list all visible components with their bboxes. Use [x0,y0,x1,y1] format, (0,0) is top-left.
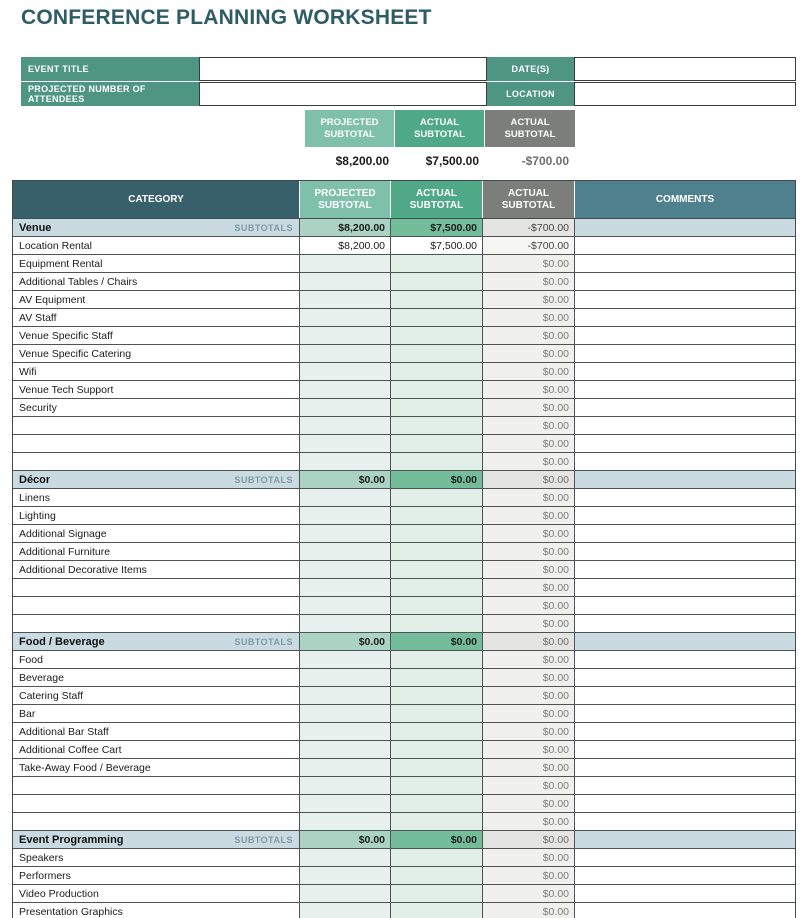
category-cell[interactable] [13,417,300,434]
item-label: AV Staff [19,311,57,324]
table-row [13,687,795,705]
comments-cell[interactable] [575,219,795,236]
category-cell[interactable] [13,669,300,686]
table-row [13,579,795,597]
difference-cell[interactable]: $0.00 [483,597,575,614]
item-label: Take-Away Food / Beverage [19,761,151,774]
summary-projected-value[interactable]: $8,200.00 [335,154,389,168]
subtotals-label: SUBTOTALS [234,636,293,647]
category-cell[interactable] [13,777,300,794]
difference-cell[interactable]: $0.00 [483,471,575,488]
item-label: Additional Signage [19,527,107,540]
projected-subtotal-cell[interactable] [300,345,391,362]
actual-subtotal-cell[interactable] [391,795,483,812]
actual-subtotal-cell[interactable] [391,363,483,380]
difference-cell[interactable]: $0.00 [483,741,575,758]
item-label: Video Production [19,887,99,900]
difference-cell[interactable]: $0.00 [483,795,575,812]
comments-cell[interactable] [575,471,795,488]
difference-cell[interactable]: $0.00 [483,651,575,668]
category-cell[interactable] [13,813,300,830]
actual-subtotal-cell[interactable]: $0.00 [391,831,483,848]
difference-column-header: ACTUAL SUBTOTAL [483,181,575,218]
table-row [13,453,795,471]
difference-cell[interactable]: $0.00 [483,723,575,740]
table-row [13,867,795,885]
projected-subtotal-cell[interactable] [300,669,391,686]
comments-cell[interactable] [575,507,795,524]
category-cell[interactable] [13,309,300,326]
comments-cell[interactable] [575,453,795,470]
summary-values [305,150,575,172]
table-row [13,291,795,309]
item-label: Security [19,401,57,414]
projected-subtotal-cell[interactable] [300,903,391,918]
table-body [13,219,795,918]
category-cell[interactable] [13,399,300,416]
actual-subtotal-cell[interactable] [391,813,483,830]
projected-subtotal-cell[interactable] [300,795,391,812]
item-label: Performers [19,869,71,882]
table-row [13,417,795,435]
comments-cell[interactable] [575,435,795,452]
projected-subtotal-cell[interactable] [300,597,391,614]
actual-subtotal-cell[interactable] [391,615,483,632]
category-cell[interactable] [13,579,300,596]
summary-difference-header: ACTUAL SUBTOTAL [485,110,575,147]
projected-subtotal-cell[interactable] [300,651,391,668]
difference-cell[interactable]: $0.00 [483,831,575,848]
category-cell[interactable] [13,363,300,380]
table-header-row [13,181,795,219]
table-row [13,507,795,525]
item-label: Linens [19,491,50,504]
actual-subtotal-cell[interactable] [391,453,483,470]
section-name: Food / Beverage [19,635,105,648]
actual-subtotal-cell[interactable] [391,327,483,344]
dates-input[interactable] [574,57,796,81]
category-cell[interactable] [13,219,300,236]
item-label: Venue Tech Support [19,383,114,396]
difference-cell[interactable]: $0.00 [483,417,575,434]
event-title-label: EVENT TITLE [21,57,199,81]
actual-subtotal-cell[interactable] [391,759,483,776]
item-label: Additional Coffee Cart [19,743,122,756]
projected-subtotal-cell[interactable] [300,399,391,416]
actual-subtotal-cell[interactable] [391,255,483,272]
difference-cell[interactable]: $0.00 [483,579,575,596]
category-cell[interactable] [13,831,300,848]
difference-cell[interactable]: -$700.00 [483,219,575,236]
table-row [13,795,795,813]
projected-subtotal-cell[interactable] [300,561,391,578]
difference-cell[interactable]: $0.00 [483,489,575,506]
projected-subtotal-cell[interactable] [300,867,391,884]
difference-cell[interactable]: $0.00 [483,669,575,686]
category-cell[interactable] [13,471,300,488]
category-cell[interactable] [13,273,300,290]
projected-subtotal-cell[interactable] [300,327,391,344]
actual-subtotal-cell[interactable]: $0.00 [391,633,483,650]
summary-header [305,110,575,147]
comments-cell[interactable] [575,741,795,758]
projected-subtotal-cell[interactable] [300,291,391,308]
comments-cell[interactable] [575,885,795,902]
actual-subtotal-cell[interactable] [391,309,483,326]
table-row [13,669,795,687]
category-cell[interactable] [13,381,300,398]
category-cell[interactable] [13,453,300,470]
subtotals-label: SUBTOTALS [234,222,293,233]
category-cell[interactable] [13,651,300,668]
projected-subtotal-cell[interactable] [300,435,391,452]
difference-cell[interactable]: $0.00 [483,309,575,326]
table-row [13,723,795,741]
comments-cell[interactable] [575,705,795,722]
difference-cell[interactable]: $0.00 [483,255,575,272]
actual-subtotal-cell[interactable] [391,849,483,866]
item-label: Lighting [19,509,56,522]
actual-subtotal-cell[interactable] [391,651,483,668]
table-row [13,885,795,903]
projected-subtotal-cell[interactable] [300,687,391,704]
actual-subtotal-cell[interactable]: $7,500.00 [391,237,483,254]
projected-subtotal-cell[interactable] [300,885,391,902]
projected-subtotal-cell[interactable]: $0.00 [300,831,391,848]
projected-subtotal-cell[interactable] [300,255,391,272]
projected-subtotal-cell[interactable] [300,507,391,524]
actual-subtotal-cell[interactable] [391,381,483,398]
projected-subtotal-cell[interactable] [300,381,391,398]
comments-cell[interactable] [575,795,795,812]
category-cell[interactable] [13,903,300,918]
item-label: Beverage [19,671,64,684]
actual-subtotal-cell[interactable] [391,507,483,524]
difference-cell[interactable]: -$700.00 [483,237,575,254]
projected-subtotal-cell[interactable] [300,813,391,830]
table-row [13,903,795,918]
table-row [13,399,795,417]
category-cell[interactable] [13,525,300,542]
difference-cell[interactable]: $0.00 [483,849,575,866]
actual-subtotal-cell[interactable] [391,417,483,434]
actual-subtotal-cell[interactable] [391,903,483,918]
difference-cell[interactable]: $0.00 [483,345,575,362]
table-row [13,759,795,777]
category-cell[interactable] [13,291,300,308]
actual-subtotal-cell[interactable] [391,705,483,722]
comments-cell[interactable] [575,813,795,830]
item-label: Additional Bar Staff [19,725,109,738]
location-label: LOCATION [487,82,574,106]
section-name: Décor [19,473,51,486]
item-label: Location Rental [19,239,92,252]
table-row [13,561,795,579]
summary-difference-value[interactable]: -$700.00 [521,154,569,168]
item-label: Venue Specific Staff [19,329,113,342]
item-label: AV Equipment [19,293,86,306]
projected-subtotal-cell[interactable]: $8,200.00 [300,219,391,236]
category-cell[interactable] [13,867,300,884]
category-cell[interactable] [13,885,300,902]
projected-subtotal-cell[interactable] [300,363,391,380]
difference-cell[interactable]: $0.00 [483,291,575,308]
actual-subtotal-cell[interactable] [391,435,483,452]
subtotals-label: SUBTOTALS [234,474,293,485]
category-cell[interactable] [13,543,300,560]
actual-subtotal-cell[interactable] [391,561,483,578]
difference-cell[interactable]: $0.00 [483,543,575,560]
projected-subtotal-cell[interactable] [300,525,391,542]
comments-cell[interactable] [575,579,795,596]
projected-subtotal-cell[interactable] [300,489,391,506]
projected-subtotal-cell[interactable] [300,741,391,758]
difference-cell[interactable]: $0.00 [483,633,575,650]
comments-cell[interactable] [575,651,795,668]
category-cell[interactable] [13,561,300,578]
difference-cell[interactable]: $0.00 [483,867,575,884]
projected-subtotal-cell[interactable]: $8,200.00 [300,237,391,254]
section-subtotal-row [13,633,795,651]
comments-cell[interactable] [575,525,795,542]
location-input[interactable] [574,82,796,106]
section-name: Event Programming [19,833,124,846]
category-cell[interactable] [13,741,300,758]
category-cell[interactable] [13,237,300,254]
comments-cell[interactable] [575,687,795,704]
page-title: CONFERENCE PLANNING WORKSHEET [21,6,432,29]
comments-cell[interactable] [575,399,795,416]
actual-subtotal-cell[interactable] [391,345,483,362]
category-cell[interactable] [13,615,300,632]
projected-subtotal-cell[interactable] [300,309,391,326]
dates-label: DATE(S) [487,57,574,81]
table-row [13,525,795,543]
difference-cell[interactable]: $0.00 [483,561,575,578]
comments-cell[interactable] [575,291,795,308]
item-label: Presentation Graphics [19,905,123,918]
actual-subtotal-cell[interactable] [391,597,483,614]
table-row [13,813,795,831]
event-title-input[interactable] [199,57,487,81]
actual-subtotal-cell[interactable] [391,399,483,416]
table-row [13,309,795,327]
table-row [13,615,795,633]
budget-table [12,180,796,918]
item-label: Wifi [19,365,37,378]
attendees-input[interactable] [199,82,487,106]
comments-cell[interactable] [575,831,795,848]
category-cell[interactable] [13,327,300,344]
projected-subtotal-cell[interactable] [300,759,391,776]
actual-subtotal-cell[interactable] [391,543,483,560]
comments-cell[interactable] [575,561,795,578]
difference-cell[interactable]: $0.00 [483,327,575,344]
item-label: Equipment Rental [19,257,103,270]
comments-cell[interactable] [575,345,795,362]
comments-cell[interactable] [575,615,795,632]
comments-cell[interactable] [575,417,795,434]
category-cell[interactable] [13,795,300,812]
table-row [13,381,795,399]
table-row [13,327,795,345]
category-cell[interactable] [13,633,300,650]
item-label: Additional Furniture [19,545,111,558]
table-row [13,543,795,561]
projected-subtotal-column-header: PROJECTED SUBTOTAL [300,181,391,218]
comments-cell[interactable] [575,237,795,254]
category-cell[interactable] [13,759,300,776]
table-row [13,741,795,759]
table-row [13,597,795,615]
difference-cell[interactable]: $0.00 [483,273,575,290]
projected-subtotal-cell[interactable]: $0.00 [300,471,391,488]
projected-subtotal-cell[interactable]: $0.00 [300,633,391,650]
actual-subtotal-cell[interactable] [391,273,483,290]
item-label: Additional Tables / Chairs [19,275,138,288]
section-name: Venue [19,221,52,234]
actual-subtotal-column-header: ACTUAL SUBTOTAL [391,181,483,218]
difference-cell[interactable]: $0.00 [483,507,575,524]
table-row [13,363,795,381]
actual-subtotal-cell[interactable]: $7,500.00 [391,219,483,236]
actual-subtotal-cell[interactable] [391,777,483,794]
projected-subtotal-cell[interactable] [300,453,391,470]
comments-cell[interactable] [575,669,795,686]
category-cell[interactable] [13,597,300,614]
comments-cell[interactable] [575,327,795,344]
projected-subtotal-cell[interactable] [300,579,391,596]
projected-subtotal-cell[interactable] [300,615,391,632]
table-row [13,849,795,867]
comments-cell[interactable] [575,759,795,776]
difference-cell[interactable]: $0.00 [483,777,575,794]
actual-subtotal-cell[interactable] [391,525,483,542]
item-label: Bar [19,707,36,720]
actual-subtotal-cell[interactable] [391,579,483,596]
section-subtotal-row [13,471,795,489]
subtotals-label: SUBTOTALS [234,834,293,845]
comments-cell[interactable] [575,597,795,614]
category-cell[interactable] [13,255,300,272]
category-cell[interactable] [13,345,300,362]
comments-cell[interactable] [575,255,795,272]
difference-cell[interactable]: $0.00 [483,759,575,776]
item-label: Catering Staff [19,689,84,702]
projected-subtotal-cell[interactable] [300,849,391,866]
item-label: Speakers [19,851,64,864]
actual-subtotal-cell[interactable] [391,741,483,758]
actual-subtotal-cell[interactable] [391,489,483,506]
table-row [13,777,795,795]
actual-subtotal-cell[interactable] [391,669,483,686]
comments-cell[interactable] [575,363,795,380]
table-row [13,273,795,291]
comments-cell[interactable] [575,309,795,326]
category-cell[interactable] [13,723,300,740]
attendees-label: PROJECTED NUMBER OF ATTENDEES [21,82,199,106]
comments-cell[interactable] [575,381,795,398]
comments-cell[interactable] [575,543,795,560]
table-row [13,435,795,453]
difference-cell[interactable]: $0.00 [483,813,575,830]
comments-column-header: COMMENTS [575,181,795,218]
category-column-header: CATEGORY [13,181,300,218]
category-cell[interactable] [13,705,300,722]
summary-projected-subtotal-header: PROJECTED SUBTOTAL [305,110,395,147]
item-label: Food [19,653,43,666]
difference-cell[interactable]: $0.00 [483,615,575,632]
actual-subtotal-cell[interactable] [391,867,483,884]
comments-cell[interactable] [575,777,795,794]
projected-subtotal-cell[interactable] [300,777,391,794]
difference-cell[interactable]: $0.00 [483,903,575,918]
table-row [13,255,795,273]
difference-cell[interactable]: $0.00 [483,705,575,722]
table-row [13,345,795,363]
difference-cell[interactable]: $0.00 [483,435,575,452]
category-cell[interactable] [13,507,300,524]
category-cell[interactable] [13,849,300,866]
summary-actual-subtotal-header: ACTUAL SUBTOTAL [395,110,485,147]
section-subtotal-row [13,831,795,849]
difference-cell[interactable]: $0.00 [483,381,575,398]
difference-cell[interactable]: $0.00 [483,885,575,902]
comments-cell[interactable] [575,867,795,884]
category-cell[interactable] [13,687,300,704]
actual-subtotal-cell[interactable] [391,687,483,704]
item-label: Venue Specific Catering [19,347,132,360]
actual-subtotal-cell[interactable]: $0.00 [391,471,483,488]
projected-subtotal-cell[interactable] [300,273,391,290]
actual-subtotal-cell[interactable] [391,885,483,902]
actual-subtotal-cell[interactable] [391,291,483,308]
comments-cell[interactable] [575,273,795,290]
projected-subtotal-cell[interactable] [300,417,391,434]
summary-actual-value[interactable]: $7,500.00 [425,154,479,168]
comments-cell[interactable] [575,849,795,866]
comments-cell[interactable] [575,489,795,506]
difference-cell[interactable]: $0.00 [483,363,575,380]
difference-cell[interactable]: $0.00 [483,525,575,542]
projected-subtotal-cell[interactable] [300,723,391,740]
difference-cell[interactable]: $0.00 [483,399,575,416]
comments-cell[interactable] [575,633,795,650]
comments-cell[interactable] [575,723,795,740]
category-cell[interactable] [13,435,300,452]
section-subtotal-row [13,219,795,237]
table-row [13,651,795,669]
actual-subtotal-cell[interactable] [391,723,483,740]
projected-subtotal-cell[interactable] [300,705,391,722]
projected-subtotal-cell[interactable] [300,543,391,560]
category-cell[interactable] [13,489,300,506]
item-label: Additional Decorative Items [19,563,147,576]
difference-cell[interactable]: $0.00 [483,453,575,470]
table-row [13,705,795,723]
difference-cell[interactable]: $0.00 [483,687,575,704]
event-info-form [21,57,796,106]
table-row [13,489,795,507]
comments-cell[interactable] [575,903,795,918]
table-row [13,237,795,255]
